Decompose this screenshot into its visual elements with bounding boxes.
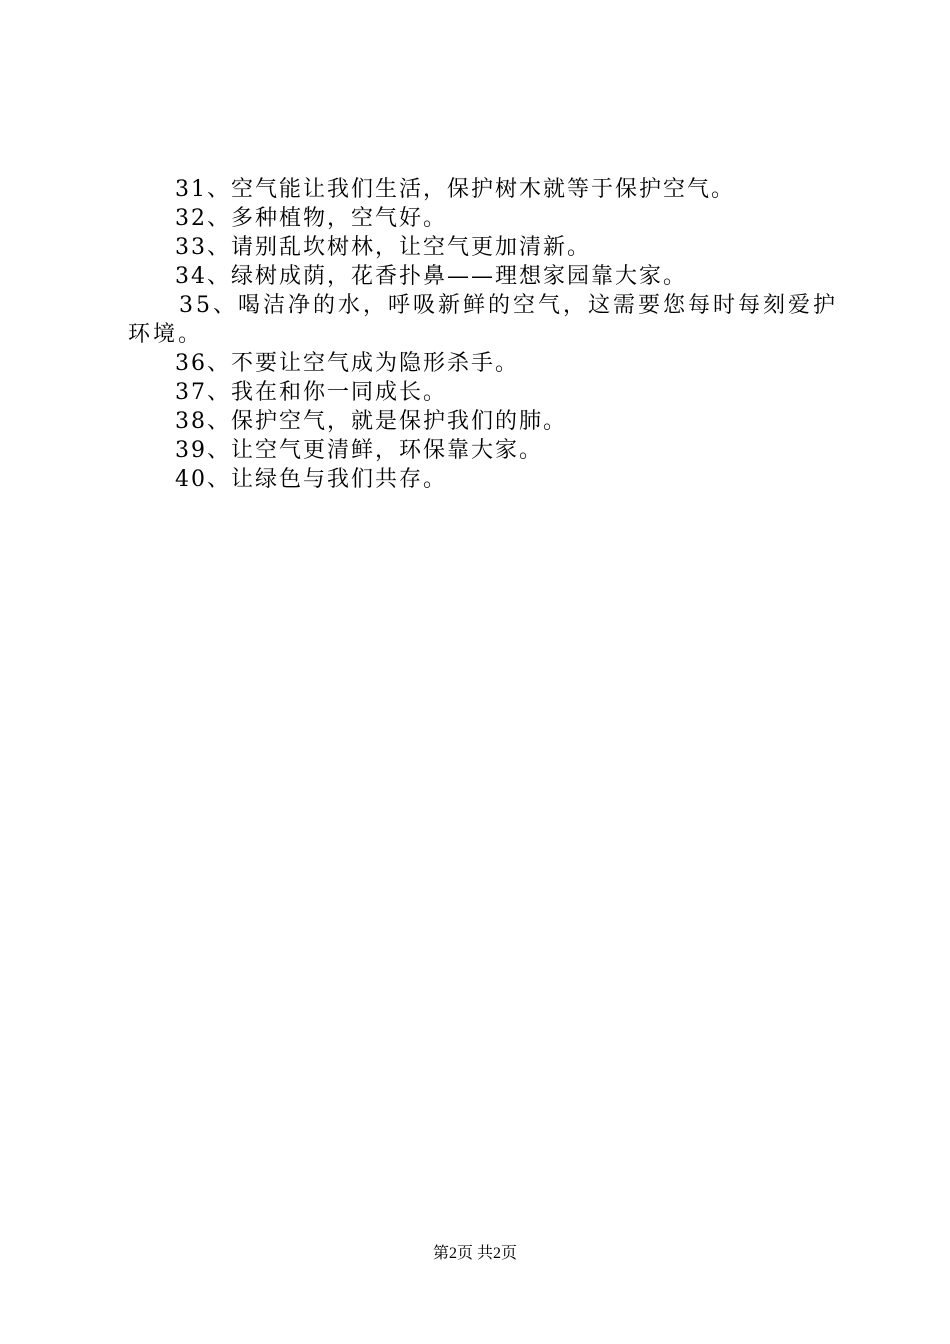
list-item: 35、喝洁净的水，呼吸新鲜的空气，这需要您每时每刻爱护环境。: [128, 293, 838, 347]
list-item: 37、我在和你一同成长。: [175, 380, 447, 405]
list-item: 32、多种植物，空气好。: [175, 206, 447, 231]
page-footer: 第2页 共2页: [432, 1245, 517, 1262]
list-item: 34、绿树成荫，花香扑鼻——理想家园靠大家。: [175, 264, 687, 289]
list-item: 33、请别乱坎树林，让空气更加清新。: [175, 235, 591, 260]
list-item: 40、让绿色与我们共存。: [175, 467, 447, 492]
list-item: 31、空气能让我们生活，保护树木就等于保护空气。: [175, 177, 735, 202]
list-item: 38、保护空气，就是保护我们的肺。: [175, 409, 567, 434]
document-body: [128, 175, 838, 494]
list-item: 36、不要让空气成为隐形杀手。: [175, 351, 519, 376]
list-item: 39、让空气更清鲜，环保靠大家。: [175, 438, 543, 463]
